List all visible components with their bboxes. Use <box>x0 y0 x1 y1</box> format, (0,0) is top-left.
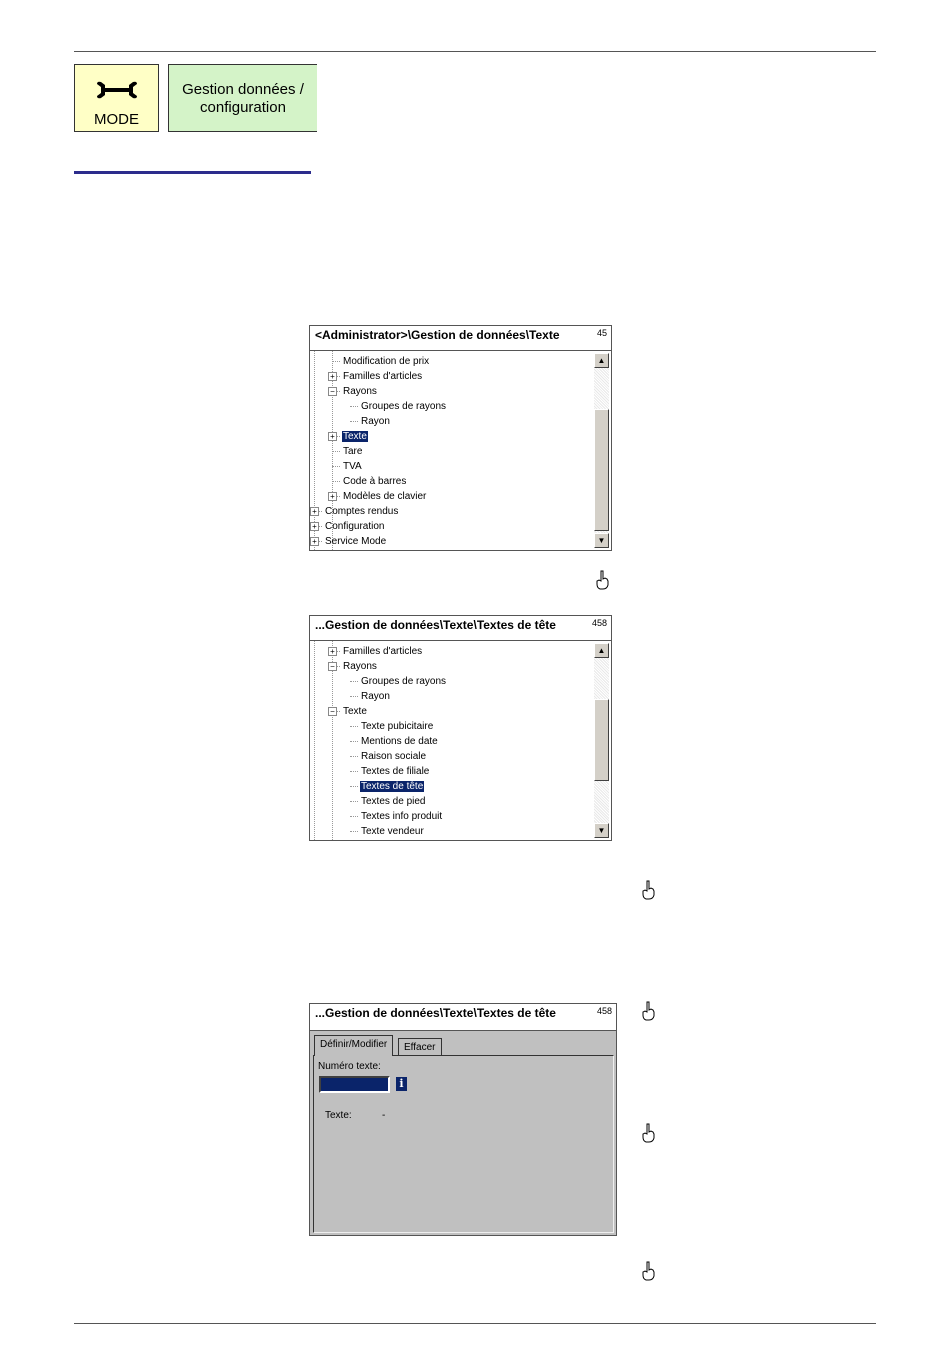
wrench-icon <box>95 79 139 101</box>
tree-connector <box>332 481 340 482</box>
tree-view[interactable] <box>310 351 593 550</box>
tree-connector <box>350 406 358 407</box>
tree-panel-textes-de-tete <box>309 615 612 841</box>
pointing-hand-icon <box>640 1123 656 1143</box>
panel-path: <Administrator>\Gestion de données\Texte <box>315 328 560 342</box>
expand-plus-icon[interactable]: + <box>328 432 337 441</box>
tree-connector <box>350 801 358 802</box>
tree-item-label: Textes de filiale <box>361 766 430 777</box>
tree-item[interactable] <box>342 369 423 384</box>
tree-item[interactable] <box>360 809 443 824</box>
panel-header <box>310 326 611 351</box>
tree-item-label: Comptes rendus <box>325 506 399 517</box>
collapse-minus-icon[interactable]: − <box>328 707 337 716</box>
tree-item-label: Texte vendeur <box>361 826 424 837</box>
tree-item[interactable] <box>324 504 399 519</box>
tree-item[interactable] <box>342 489 427 504</box>
tree-connector <box>350 421 358 422</box>
textes-de-tete-form <box>309 1003 617 1236</box>
scroll-down-arrow-icon[interactable]: ▼ <box>594 823 609 838</box>
tree-item[interactable] <box>342 459 363 474</box>
tree-item[interactable] <box>342 429 368 444</box>
mode-button-label: MODE <box>94 111 139 128</box>
tree-item-label: Rayon <box>361 416 390 427</box>
tree-item-label: Groupes de rayons <box>361 401 447 412</box>
gestion-donnees-button[interactable] <box>168 64 317 132</box>
pointing-hand-icon <box>594 570 610 590</box>
tree-item[interactable] <box>342 659 378 674</box>
tree-item-label: Textes info produit <box>361 811 443 822</box>
tree-connector <box>350 741 358 742</box>
tree-item[interactable] <box>342 644 423 659</box>
expand-plus-icon[interactable]: + <box>310 522 319 531</box>
tree-item[interactable] <box>360 824 425 839</box>
tree-item-label: Familles d'articles <box>343 646 423 657</box>
pointing-hand-icon <box>640 1261 656 1281</box>
scroll-thumb[interactable] <box>594 699 609 781</box>
info-icon[interactable]: i <box>396 1077 407 1091</box>
tree-item-label: TVA <box>343 461 362 472</box>
tree-item-label: Modèles de clavier <box>343 491 427 502</box>
expand-plus-icon[interactable]: + <box>328 647 337 656</box>
pointing-hand-icon <box>640 880 656 900</box>
tree-item-label: Rayons <box>343 386 377 397</box>
tree-item-label: Textes de pied <box>361 796 426 807</box>
collapse-minus-icon[interactable]: − <box>328 662 337 671</box>
tree-item-label: Rayons <box>343 661 377 672</box>
tree-connector <box>332 361 340 362</box>
collapse-minus-icon[interactable]: − <box>328 387 337 396</box>
tree-connector <box>350 756 358 757</box>
tree-item-label: Code à barres <box>343 476 407 487</box>
tree-connector <box>332 451 340 452</box>
tree-item[interactable] <box>324 519 385 534</box>
tree-item[interactable] <box>324 534 387 549</box>
tree-item[interactable] <box>360 689 391 704</box>
panel-path: ...Gestion de données\Texte\Textes de tête <box>315 618 556 632</box>
tree-guide-line <box>314 641 315 840</box>
tree-item[interactable] <box>360 794 427 809</box>
tree-connector <box>350 771 358 772</box>
tree-item-label: Textes de tête <box>361 781 424 792</box>
tab-effacer[interactable]: Effacer <box>398 1038 442 1056</box>
tree-connector <box>350 786 358 787</box>
vertical-scrollbar[interactable] <box>594 353 609 548</box>
scroll-thumb[interactable] <box>594 409 609 531</box>
tree-item-label: Texte <box>343 431 367 442</box>
numero-texte-label: Numéro texte: <box>318 1061 381 1072</box>
tree-item[interactable] <box>342 444 363 459</box>
tree-connector <box>350 681 358 682</box>
gestion-button-line1: Gestion données / <box>182 81 304 98</box>
expand-plus-icon[interactable]: + <box>328 372 337 381</box>
mode-button[interactable] <box>74 64 159 132</box>
panel-header <box>310 616 611 641</box>
section-underline <box>74 171 311 174</box>
tree-connector <box>350 831 358 832</box>
expand-plus-icon[interactable]: + <box>328 492 337 501</box>
tree-item[interactable] <box>360 414 391 429</box>
tree-item[interactable] <box>342 704 368 719</box>
tree-panel-texte <box>309 325 612 551</box>
panel-number: 458 <box>596 1006 612 1016</box>
tree-connector <box>332 466 340 467</box>
tree-connector <box>350 726 358 727</box>
tab-definir-modifier[interactable]: Définir/Modifier <box>314 1035 393 1056</box>
tree-item-label: Configuration <box>325 521 385 532</box>
tree-item-label: Tare <box>343 446 363 457</box>
tree-item-label: Groupes de rayons <box>361 676 447 687</box>
tree-item-label: Mentions de date <box>361 736 438 747</box>
tree-item[interactable] <box>360 674 447 689</box>
tree-item[interactable] <box>360 734 439 749</box>
panel-number: 458 <box>591 618 607 628</box>
vertical-scrollbar[interactable] <box>594 643 609 838</box>
tree-item-label: Service Mode <box>325 536 387 547</box>
panel-path: ...Gestion de données\Texte\Textes de tête <box>315 1006 556 1020</box>
tree-item[interactable] <box>342 384 378 399</box>
tree-item-label: Texte pubicitaire <box>361 721 434 732</box>
tree-item[interactable] <box>342 354 430 369</box>
texte-value: - <box>382 1110 386 1121</box>
expand-plus-icon[interactable]: + <box>310 537 319 546</box>
scroll-up-arrow-icon[interactable]: ▲ <box>594 643 609 658</box>
pointing-hand-icon <box>640 1001 656 1021</box>
panel-number: 45 <box>596 328 607 338</box>
tree-item-label: Texte <box>343 706 367 717</box>
tree-item[interactable] <box>360 719 434 734</box>
expand-plus-icon[interactable]: + <box>310 507 319 516</box>
tree-connector <box>350 696 358 697</box>
bottom-rule <box>74 1323 876 1324</box>
tree-item-label: Modification de prix <box>343 356 430 367</box>
tree-item-label: Raison sociale <box>361 751 427 762</box>
top-rule <box>74 51 876 52</box>
scroll-up-arrow-icon[interactable]: ▲ <box>594 353 609 368</box>
gestion-button-line2: configuration <box>200 99 286 116</box>
scroll-down-arrow-icon[interactable]: ▼ <box>594 533 609 548</box>
tree-item[interactable] <box>360 764 430 779</box>
texte-label: Texte: <box>325 1110 352 1121</box>
tree-item-label: Rayon <box>361 691 390 702</box>
tree-item-label: Familles d'articles <box>343 371 423 382</box>
tree-item[interactable] <box>360 779 424 794</box>
tree-item[interactable] <box>360 749 427 764</box>
tree-connector <box>350 816 358 817</box>
tree-item[interactable] <box>360 399 447 414</box>
tree-view[interactable] <box>310 641 593 840</box>
numero-texte-input[interactable] <box>319 1076 390 1093</box>
tree-guide-line <box>314 351 315 550</box>
panel-header <box>310 1004 616 1031</box>
tree-item[interactable] <box>342 474 407 489</box>
